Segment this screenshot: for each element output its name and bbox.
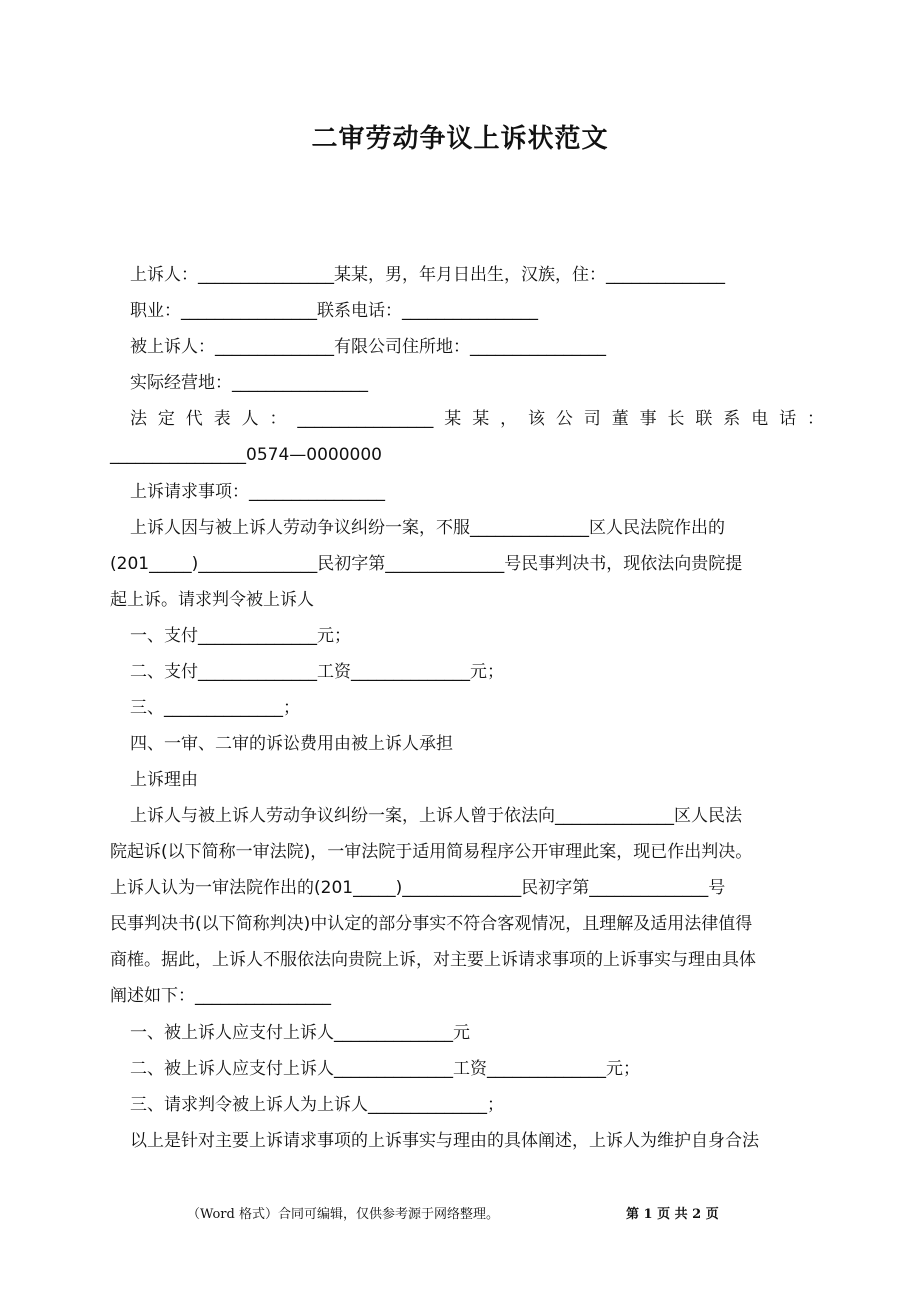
paragraph-line: 以上是针对主要上诉请求事项的上诉事实与理由的具体阐述，上诉人为维护自身合法: [130, 1131, 759, 1151]
appellee-line: 被上诉人：______________有限公司住所地：________________: [130, 337, 606, 357]
paragraph-line: 上诉人与被上诉人劳动争议纠纷一案，上诉人曾于依法向______________区人民法: [130, 806, 742, 826]
reason-item: 三、请求判令被上诉人为上诉人______________；: [130, 1095, 504, 1115]
appeal-reasons-heading: 上诉理由: [130, 770, 198, 790]
paragraph-line: 民事判决书(以下简称判决)中认定的部分事实不符合客观情况，且理解及适用法律值得: [110, 914, 753, 934]
reason-item: 一、被上诉人应支付上诉人______________元: [130, 1023, 470, 1043]
paragraph-line: 上诉人因与被上诉人劳动争议纠纷一案，不服______________区人民法院作出的: [130, 518, 725, 538]
request-item: 二、支付______________工资______________元；: [130, 662, 504, 682]
paragraph-line: 起上诉。请求判令被上诉人: [110, 590, 314, 610]
footer-note: （Word 格式）合同可编辑，仅供参考源于网络整理。: [187, 1207, 499, 1222]
paragraph-line: 上诉人认为一审法院作出的(201_____)______________民初字第______________号: [110, 878, 726, 898]
paragraph-line: 阐述如下：________________: [110, 986, 331, 1006]
occupation-line: 职业：________________联系电话：________________: [130, 301, 538, 321]
reason-item: 二、被上诉人应支付上诉人______________工资______________元；: [130, 1059, 640, 1079]
paragraph-line: 商榷。据此，上诉人不服依法向贵院上诉，对主要上诉请求事项的上诉事实与理由具体: [110, 950, 756, 970]
business-address-line: 实际经营地：________________: [130, 373, 368, 393]
request-item: 三、______________；: [130, 698, 300, 718]
legal-representative-line: 法定代表人：________________某某，该公司董事长联系电话：: [130, 409, 824, 429]
document-title: 二审劳动争议上诉状范文: [311, 124, 609, 154]
request-item: 一、支付______________元；: [130, 626, 351, 646]
request-item: 四、一审、二审的诉讼费用由被上诉人承担: [130, 734, 453, 754]
paragraph-line: 院起诉(以下简称一审法院)，一审法院于适用简易程序公开审理此案，现已作出判决。: [110, 842, 753, 862]
paragraph-line: (201_____)______________民初字第______________号民事判决书，现依法向贵院提: [110, 554, 743, 574]
appellant-line: 上诉人：________________某某，男，年月日出生，汉族，住：______________: [130, 265, 725, 285]
page-number: 第 1 页 共 2 页: [626, 1207, 719, 1222]
contact-phone-line: ________________0574—0000000: [110, 445, 382, 465]
appeal-requests-heading: 上诉请求事项：________________: [130, 482, 385, 502]
